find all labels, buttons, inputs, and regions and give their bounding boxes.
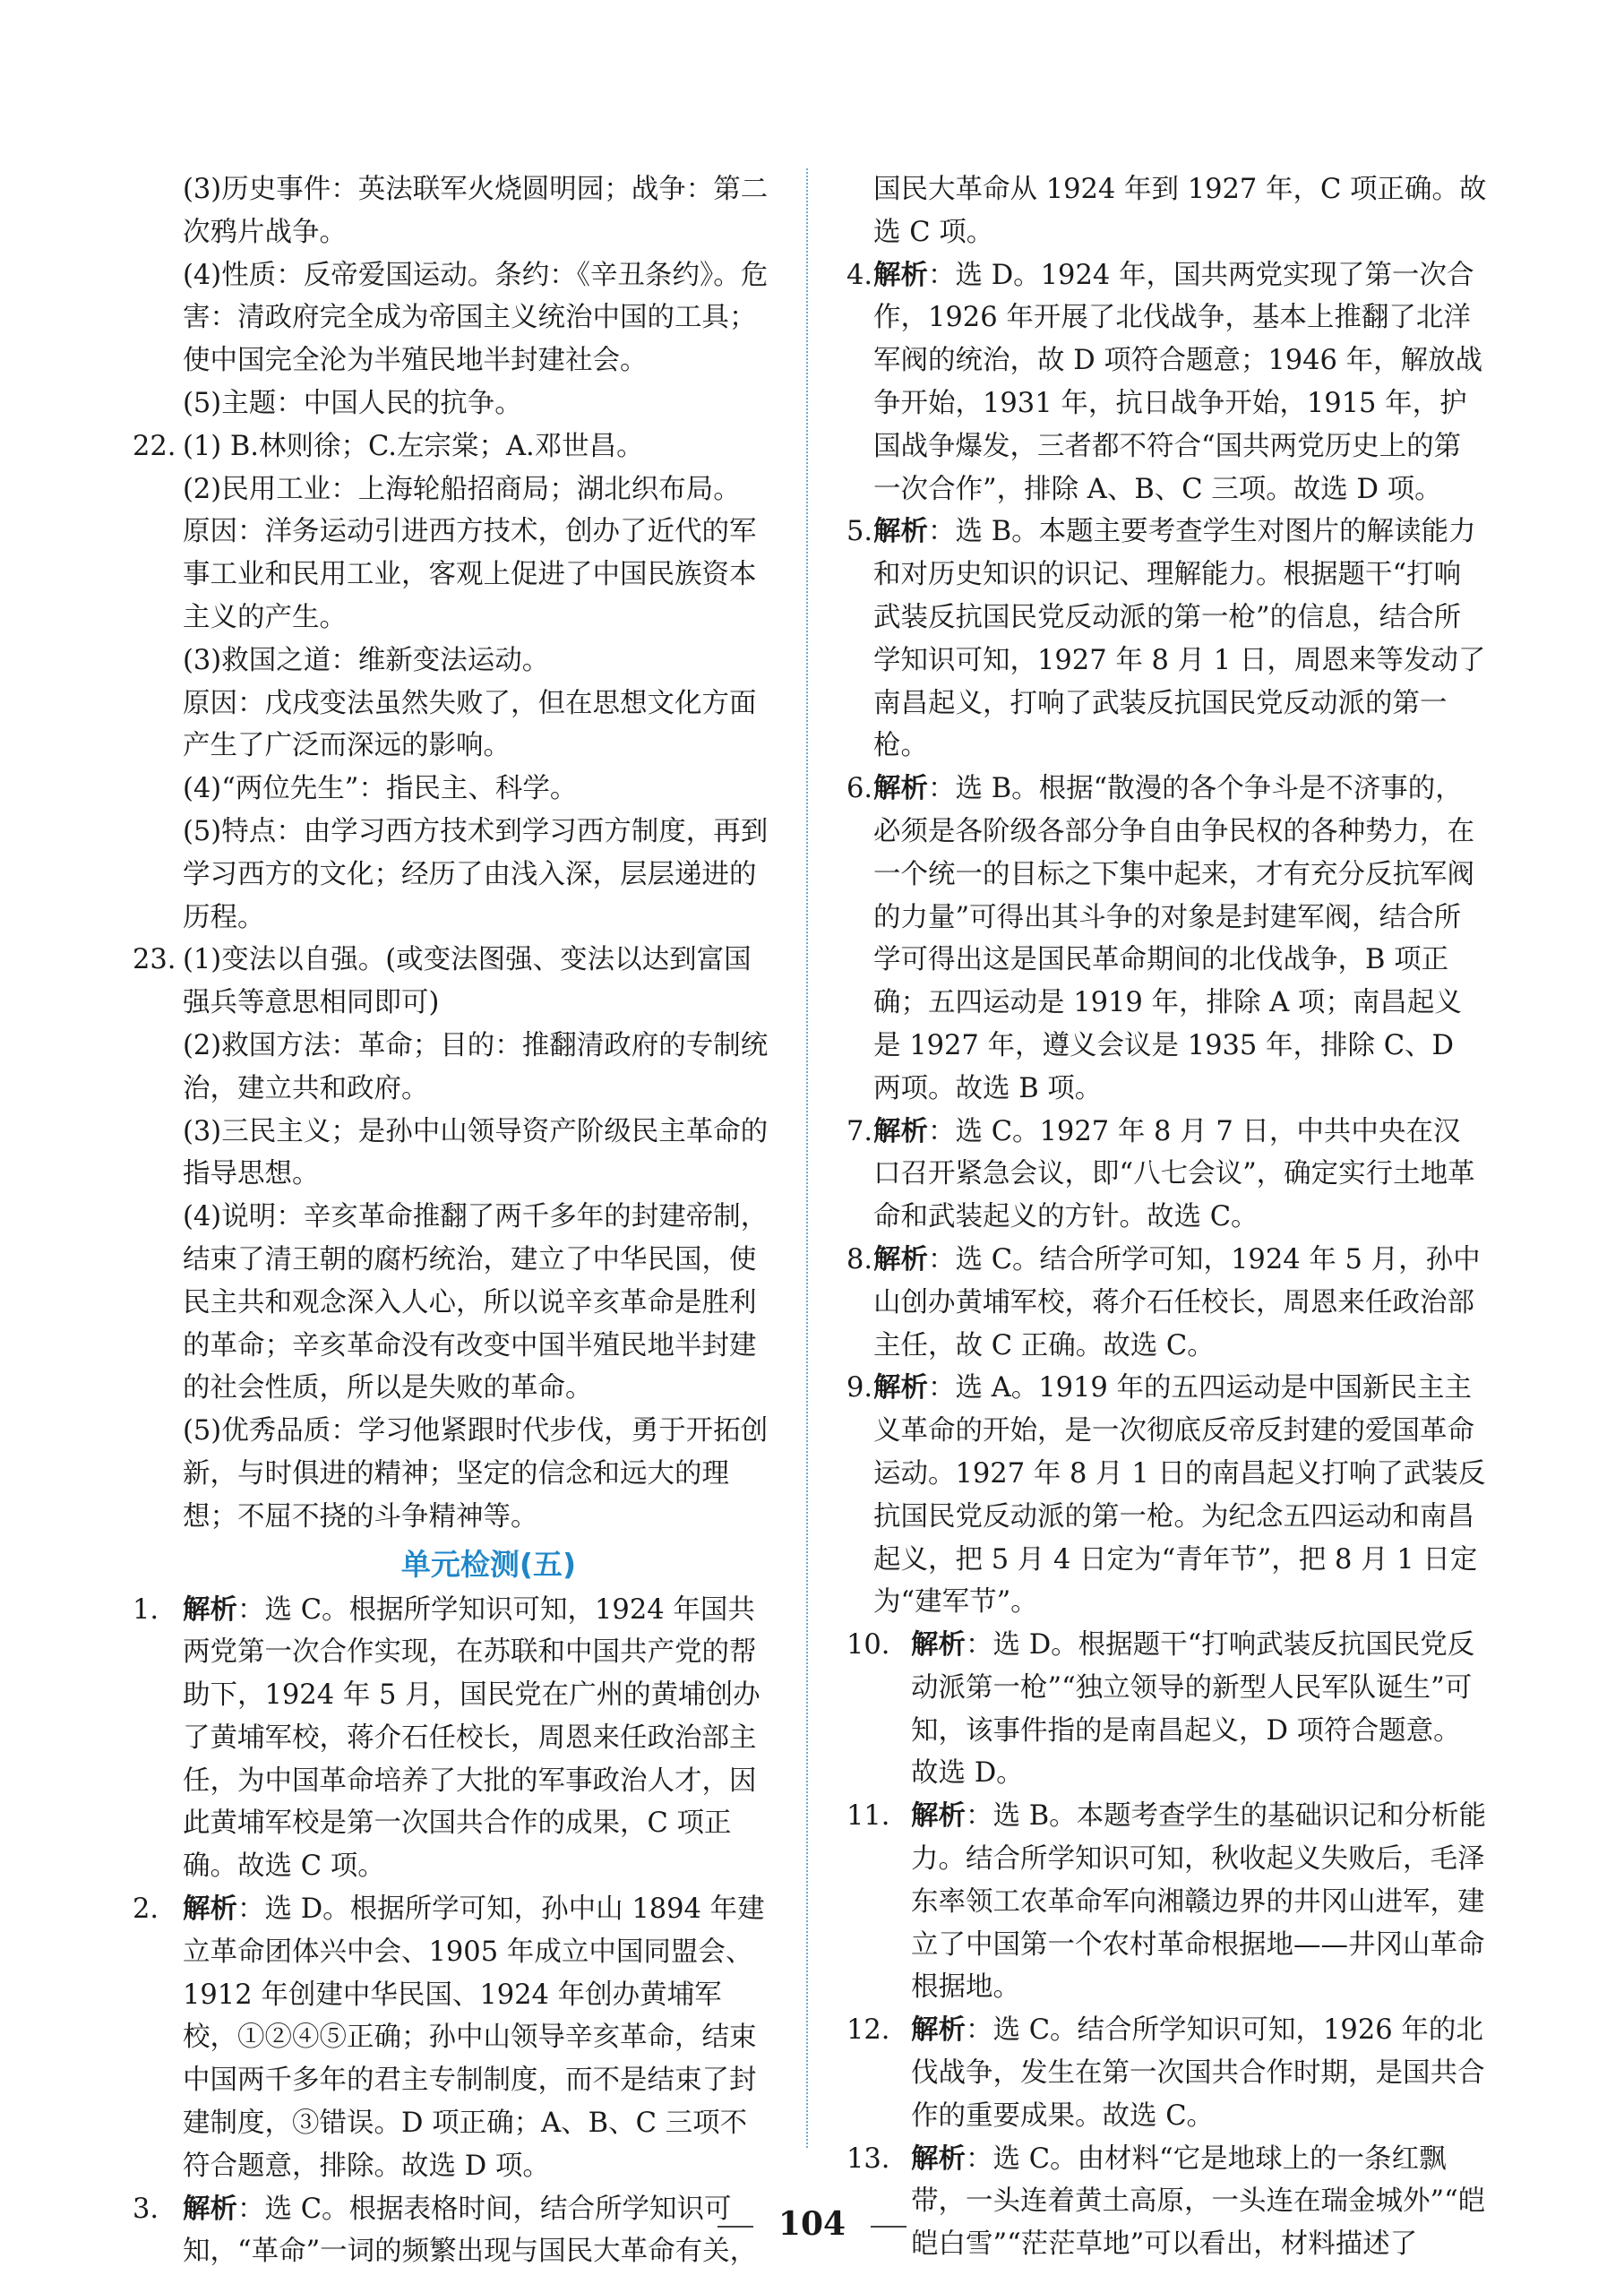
question-number: 4. [846, 259, 873, 291]
answer-23-line: (2)救国方法：革命；目的：推翻清政府的专制统治，建立共和政府。 [183, 1029, 769, 1104]
list-item [846, 254, 1487, 511]
answer-22-line: 原因：戊戌变法虽然失败了，但在思想文化方面产生了广泛而深远的影响。 [183, 687, 757, 762]
question-number: 6. [846, 773, 873, 805]
analysis-text: ：选 B。本题主要考查学生对图片的解读能力和对历史知识的识记、理解能力。根据题干“打响武装反抗国民党反动派的第一枪”的信息，结合所学知识可知，1927 年 8 月 1 日，周恩来等发动了南昌起义，打响了武装反抗国民党反动派的第一枪。 [873, 516, 1486, 762]
right-column [846, 168, 1487, 2266]
list-item [133, 1888, 773, 2188]
analysis-text: ：选 D。根据所学可知，孙中山 1894 年建立革命团体兴中会、1905 年成立中国同盟会、1912 年创建中华民国、1924 年创办黄埔军校，①②④⑤正确；孙中山领导辛亥革命，结束中国两千多年的君主专制制度，而不是结束了封建制度，③错误。D 项正确；A、B、C 三项不符合题意，排除。故选 D 项。 [183, 1893, 765, 2182]
question-number: 5. [846, 516, 873, 548]
column-divider [806, 168, 808, 2148]
analysis-text: ：选 C。根据所学知识可知，1924 年国共两党第一次合作实现，在苏联和中国共产党的帮助下，1924 年 5 月，国民党在广州的黄埔创办了黄埔军校，蒋介石任校长，周恩来任政治部主任，为中国革命培养了大批的军事政治人才，因此黄埔军校是第一次国共合作的成果，C 项正确。故选 C 项。 [183, 1593, 760, 1883]
analysis-label: 解析 [183, 2193, 237, 2225]
analysis-label: 解析 [873, 1243, 928, 1275]
page-number: 104 [778, 2205, 846, 2243]
answer-22-line: 原因：洋务运动引进西方技术，创办了近代的军事工业和民用工业，客观上促进了中国民族资本主义的产生。 [183, 516, 757, 633]
analysis-label: 解析 [183, 1893, 237, 1926]
analysis-text: ：选 B。根据“散漫的各个争斗是不济事的，必须是各阶级各部分争自由争民权的各种势力，在一个统一的目标之下集中起来，才有充分反抗军阀的力量”可得出其斗争的对象是封建军阀，结合所学可得出这是国民革命期间的北伐战争，B 项正确；五四运动是 1919 年，排除 A 项；南昌起义是 1927 年，遵义会议是 1935 年，排除 C、D 两项。故选 B 项。 [873, 773, 1474, 1104]
analysis-label: 解析 [911, 1629, 966, 1661]
list-item [133, 1589, 773, 1889]
analysis-label: 解析 [911, 2014, 966, 2047]
answer-22-line: (3)救国之道：维新变法运动。 [183, 644, 550, 676]
left-column [133, 168, 773, 2273]
answer-23 [133, 939, 773, 1538]
answer-22-line: (2)民用工业：上海轮船招商局；湖北织布局。 [183, 473, 741, 505]
answer-22-line: (4)“两位先生”：指民主、科学。 [183, 773, 578, 805]
answer-3-continued: 国民大革命从 1924 年到 1927 年，C 项正确。故选 C 项。 [873, 174, 1487, 248]
answer-23-line: (3)三民主义；是孙中山领导资产阶级民主革命的指导思想。 [183, 1115, 769, 1190]
list-item [846, 511, 1487, 768]
analysis-text: ：选 C。由材料“它是地球上的一条红飘带，一头连着黄土高原，一头连在瑞金城外”“皑皑白雪”“茫茫草地”可以看出，材料描述了 [911, 2142, 1486, 2261]
section-title: 单元检测(五) [400, 1546, 577, 1582]
list-item [846, 1367, 1487, 1624]
question-number: 2. [133, 1893, 159, 1926]
analysis-text: ：选 A。1919 年的五四运动是中国新民主主义革命的开始，是一次彻底反帝反封建的爱国革命运动。1927 年 8 月 1 日的南昌起义打响了武装反抗国民党反动派的第一枪。为纪念五四运动和南昌起义，把 5 月 4 日定为“青年节”，把 8 月 1 日定为“建军节”。 [873, 1372, 1486, 1619]
analysis-text: ：选 D。1924 年，国共两党实现了第一次合作，1926 年开展了北伐战争，基本上推翻了北洋军阀的统治，故 D 项符合题意；1946 年，解放战争开始，1931 年，抗日战争开始，1915 年，护国战争爆发，三者都不符合“国共两党历史上的第一次合作”，排除 A、B、C 三项。故选 D 项。 [873, 259, 1483, 505]
analysis-label: 解析 [911, 2142, 966, 2175]
list-item [846, 2138, 1487, 2266]
question-number: 11. [846, 1800, 890, 1833]
question-number: 23. [133, 944, 176, 976]
analysis-text: ：选 C。结合所学知识可知，1926 年的北伐战争，发生在第一次国共合作时期，是国共合作的重要成果。故选 C。 [911, 2014, 1485, 2132]
question-number: 7. [846, 1115, 873, 1147]
list-item [846, 768, 1487, 1110]
answer-22 [133, 425, 773, 940]
question-number: 1. [133, 1593, 159, 1626]
answer-23-line: (4)说明：辛亥革命推翻了两千多年的封建帝制，结束了清王朝的腐朽统治，建立了中华民国，使民主共和观念深入人心，所以说辛亥革命是胜利的革命；辛亥革命没有改变中国半殖民地半封建的社会性质，所以是失败的革命。 [183, 1201, 769, 1404]
footer-dash-right [871, 2226, 907, 2228]
answer-21-3: (3)历史事件：英法联军火烧圆明园；战争：第二次鸦片战争。 [183, 174, 769, 248]
analysis-label: 解析 [873, 1372, 928, 1404]
page-footer [0, 2205, 1624, 2243]
answer-21-5: (5)主题：中国人民的抗争。 [183, 387, 522, 419]
answer-23-1: (1)变法以自强。(或变法图强、变法以达到富国强兵等意思相同即可) [183, 944, 752, 1019]
list-item [846, 1624, 1487, 1795]
analysis-label: 解析 [873, 773, 928, 805]
analysis-text: ：选 C。根据表格时间，结合所学知识可知，“革命”一词的频繁出现与国民大革命有关， [183, 2193, 758, 2268]
list-item [846, 1111, 1487, 1239]
question-number: 10. [846, 1629, 890, 1661]
answer-23-line: (5)优秀品质：学习他紧跟时代步伐，勇于开拓创新，与时俱进的精神；坚定的信念和远大的理想；不屈不挠的斗争精神等。 [183, 1415, 769, 1533]
question-number: 8. [846, 1243, 873, 1275]
answer-22-line: (5)特点：由学习西方技术到学习西方制度，再到学习西方的文化；经历了由浅入深，层层递进的历程。 [183, 815, 769, 933]
list-item [846, 1239, 1487, 1367]
analysis-text: ：选 C。1927 年 8 月 7 日，中共中央在汉口召开紧急会议，即“八七会议”，确定实行土地革命和武装起义的方针。故选 C。 [873, 1115, 1475, 1233]
analysis-text: ：选 C。结合所学可知，1924 年 5 月，孙中山创办黄埔军校，蒋介石任校长，周恩来任政治部主任，故 C 正确。故选 C。 [873, 1243, 1481, 1361]
question-number: 13. [846, 2142, 890, 2175]
analysis-label: 解析 [183, 1593, 237, 1626]
footer-dash-left [717, 2226, 753, 2228]
answer-21-4: (4)性质：反帝爱国运动。条约：《辛丑条约》。危害：清政府完全成为帝国主义统治中国的工具；使中国完全沦为半殖民地半封建社会。 [183, 259, 769, 377]
analysis-label: 解析 [873, 516, 928, 548]
analysis-text: ：选 D。根据题干“打响武装反抗国民党反动派第一枪”“独立领导的新型人民军队诞生”可知，该事件指的是南昌起义，D 项符合题意。故选 D。 [911, 1629, 1475, 1790]
analysis-text: ：选 B。本题考查学生的基础识记和分析能力。结合所学知识可知，秋收起义失败后，毛泽东率领工农革命军向湘赣边界的井冈山进军，建立了中国第一个农村革命根据地——井冈山革命根据地。 [911, 1800, 1487, 2004]
list-item [846, 1795, 1487, 2009]
analysis-label: 解析 [911, 1800, 966, 1833]
answer-22-1: (1) B.林则徐；C.左宗棠；A.邓世昌。 [183, 430, 644, 462]
question-number: 9. [846, 1372, 873, 1404]
question-number: 12. [846, 2014, 890, 2047]
question-number: 3. [133, 2193, 159, 2225]
analysis-label: 解析 [873, 259, 928, 291]
list-item [846, 2009, 1487, 2137]
analysis-label: 解析 [873, 1115, 928, 1147]
question-number: 22. [133, 430, 176, 462]
